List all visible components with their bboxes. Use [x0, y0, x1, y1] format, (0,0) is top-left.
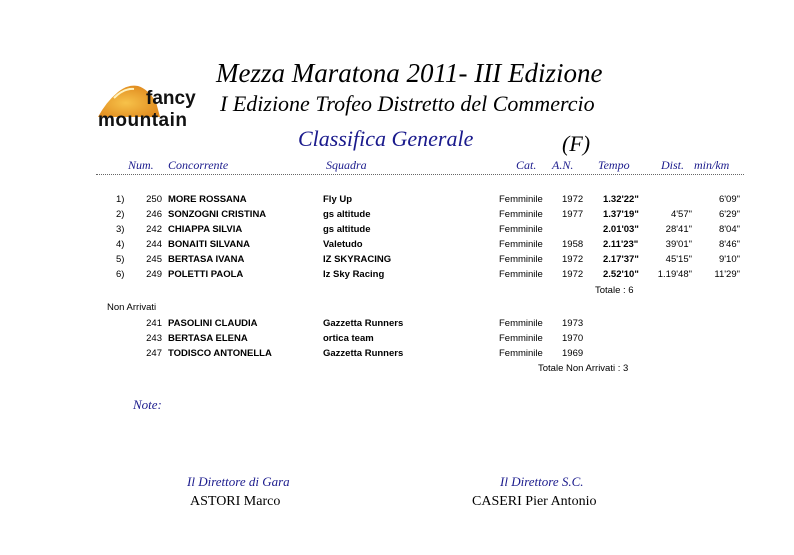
row-name: SONZOGNI CRISTINA — [168, 209, 267, 220]
row-num: 245 — [146, 254, 162, 265]
row-name: BONAITI SILVANA — [168, 239, 250, 250]
row-team: gs altitude — [323, 224, 371, 235]
logo-word-fancy: fancy — [146, 88, 196, 109]
page-subtitle: I Edizione Trofeo Distretto del Commercio — [220, 91, 595, 116]
row-name: BERTASA IVANA — [168, 254, 245, 265]
row-cat: Femminile — [499, 224, 543, 235]
row-num: 247 — [146, 348, 162, 359]
row-num: 246 — [146, 209, 162, 220]
row-team: Gazzetta Runners — [323, 348, 404, 359]
ranking-title: Classifica Generale — [298, 126, 474, 151]
row-pace: 6'09" — [718, 194, 740, 205]
row-name: POLETTI PAOLA — [168, 269, 244, 280]
col-team: Squadra — [326, 158, 367, 172]
row-year: 1973 — [562, 318, 584, 329]
page-title: Mezza Maratona 2011- III Edizione — [216, 58, 603, 88]
row-name: TODISCO ANTONELLA — [168, 348, 272, 359]
row-time: 1.37'19" — [603, 209, 639, 220]
row-year: 1972 — [562, 254, 584, 265]
header-divider — [96, 174, 744, 175]
row-pos: 4) — [116, 239, 125, 250]
row-year: 1969 — [562, 348, 584, 359]
col-pace: min/km — [694, 158, 730, 172]
row-num: 241 — [146, 318, 162, 329]
row-cat: Femminile — [499, 239, 543, 250]
row-team: Iz Sky Racing — [323, 269, 385, 280]
signature-right-name: CASERI Pier Antonio — [472, 494, 597, 509]
row-gap: 39'01" — [665, 239, 692, 250]
non-finishers-label: Non Arrivati — [107, 302, 157, 313]
row-cat: Femminile — [499, 318, 543, 329]
row-gap: 4'57" — [670, 209, 692, 220]
row-num: 249 — [146, 269, 162, 280]
row-name: CHIAPPA SILVIA — [168, 224, 243, 235]
row-num: 243 — [146, 333, 162, 344]
signature-left-name: ASTORI Marco — [190, 494, 281, 509]
row-team: Gazzetta Runners — [323, 318, 404, 329]
row-team: ortica team — [323, 333, 374, 344]
row-time: 2.17'37" — [603, 254, 639, 265]
row-gap: 45'15" — [665, 254, 692, 265]
row-year: 1972 — [562, 269, 584, 280]
row-cat: Femminile — [499, 348, 543, 359]
col-year: A.N. — [552, 158, 574, 172]
col-num: Num. — [128, 158, 154, 172]
row-num: 242 — [146, 224, 162, 235]
logo — [94, 62, 210, 132]
row-name: MORE ROSSANA — [168, 194, 247, 205]
row-cat: Femminile — [499, 333, 543, 344]
row-cat: Femminile — [499, 254, 543, 265]
row-time: 1.32'22" — [603, 194, 639, 205]
row-pos: 1) — [116, 194, 125, 205]
row-pace: 8'04" — [718, 224, 740, 235]
row-pos: 2) — [116, 209, 125, 220]
row-pace: 6'29" — [718, 209, 740, 220]
row-pos: 3) — [116, 224, 125, 235]
row-pos: 6) — [116, 269, 125, 280]
row-pos: 5) — [116, 254, 125, 265]
col-time: Tempo — [598, 158, 630, 172]
row-pace: 9'10" — [718, 254, 740, 265]
signature-left-role: Il Direttore di Gara — [187, 474, 290, 489]
row-cat: Femminile — [499, 209, 543, 220]
row-gap: 28'41" — [665, 224, 692, 235]
row-year: 1972 — [562, 194, 584, 205]
row-year: 1977 — [562, 209, 584, 220]
note-label: Note: — [133, 397, 162, 412]
row-name: BERTASA ELENA — [168, 333, 248, 344]
row-year: 1970 — [562, 333, 584, 344]
col-name: Concorrente — [168, 158, 229, 172]
category-code: (F) — [562, 131, 591, 156]
row-team: Valetudo — [323, 239, 363, 250]
non-finishers-total: Totale Non Arrivati : 3 — [538, 363, 629, 374]
row-gap: 1.19'48" — [657, 269, 692, 280]
row-pace: 11'29" — [714, 269, 740, 280]
finishers-total: Totale : 6 — [595, 285, 634, 296]
col-gap: Dist. — [661, 158, 685, 172]
logo-word-mountain: mountain — [98, 110, 188, 131]
row-num: 244 — [146, 239, 162, 250]
row-time: 2.01'03" — [603, 224, 639, 235]
signature-right-role: Il Direttore S.C. — [500, 474, 584, 489]
row-time: 2.11'23" — [603, 239, 639, 250]
row-cat: Femminile — [499, 194, 543, 205]
row-year: 1958 — [562, 239, 584, 250]
row-pace: 8'46" — [718, 239, 740, 250]
col-cat: Cat. — [516, 158, 537, 172]
row-cat: Femminile — [499, 269, 543, 280]
row-team: Fly Up — [323, 194, 353, 205]
row-time: 2.52'10" — [603, 269, 639, 280]
row-team: IZ SKYRACING — [323, 254, 392, 265]
row-num: 250 — [146, 194, 162, 205]
row-team: gs altitude — [323, 209, 371, 220]
row-name: PASOLINI CLAUDIA — [168, 318, 258, 329]
